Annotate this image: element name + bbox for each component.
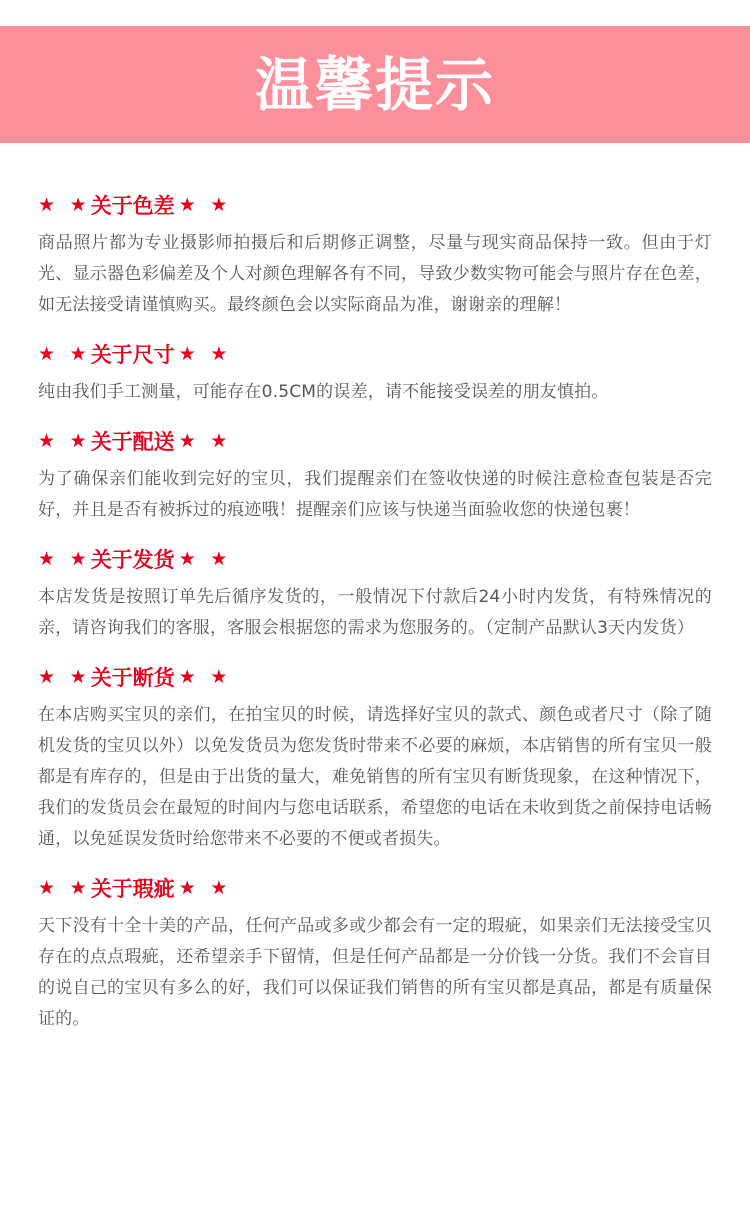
section-heading [38, 660, 712, 694]
section-heading [38, 542, 712, 576]
section-title: 关于色差 [90, 194, 175, 218]
star-icon-left: ★ ★ [38, 666, 91, 688]
star-icon-right: ★ ★ [178, 430, 232, 452]
notice-section-color-difference [38, 188, 712, 321]
notice-section-size [38, 337, 712, 408]
section-body: 商品照片都为专业摄影师拍摄后和后期修正调整，尽量与现实商品保持一致。但由于灯光、显示器色彩偏差及个人对颜色理解各有不同，导致少数实物可能会与照片存在色差，如无法接受请谨慎购买。最终颜色会以实际商品为准，谢谢亲的理解！ [38, 233, 712, 315]
title-banner [0, 26, 750, 143]
star-icon-left: ★ ★ [38, 548, 91, 570]
section-heading [38, 871, 712, 905]
section-heading [38, 188, 712, 222]
notice-section-defects [38, 871, 712, 1035]
star-icon-right: ★ ★ [178, 877, 232, 899]
section-title: 关于断货 [90, 666, 175, 690]
notice-section-out-of-stock [38, 660, 712, 855]
star-icon-right: ★ ★ [178, 666, 232, 688]
section-body: 纯由我们手工测量，可能存在0.5CM的误差，请不能接受误差的朋友慎拍。 [38, 382, 609, 402]
section-title: 关于配送 [90, 430, 175, 454]
star-icon-left: ★ ★ [38, 430, 91, 452]
section-title: 关于瑕疵 [90, 877, 175, 901]
notice-section-delivery [38, 424, 712, 526]
notice-section-shipping [38, 542, 712, 644]
section-body: 天下没有十全十美的产品，任何产品或多或少都会有一定的瑕疵，如果亲们无法接受宝贝存在的点点瑕疵，还希望亲手下留情，但是任何产品都是一分价钱一分货。我们不会盲目的说自己的宝贝有多么的好，我们可以保证我们销售的所有宝贝都是真品，都是有质量保证的。 [38, 916, 712, 1029]
section-body: 在本店购买宝贝的亲们，在拍宝贝的时候，请选择好宝贝的款式、颜色或者尺寸（除了随机发货的宝贝以外）以免发货员为您发货时带来不必要的麻烦，本店销售的所有宝贝一般都是有库存的，但是由于出货的量大，难免销售的所有宝贝有断货现象，在这种情况下，我们的发货员会在最短的时间内与您电话联系，希望您的电话在未收到货之前保持电话畅通，以免延误发货时给您带来不必要的不便或者损失。 [38, 705, 712, 849]
section-body: 本店发货是按照订单先后循序发货的，一般情况下付款后24小时内发货，有特殊情况的亲，请咨询我们的客服，客服会根据您的需求为您服务的。（定制产品默认3天内发货） [38, 587, 712, 638]
star-icon-left: ★ ★ [38, 877, 91, 899]
section-body: 为了确保亲们能收到完好的宝贝，我们提醒亲们在签收快递的时候注意检查包装是否完好，并且是否有被拆过的痕迹哦！提醒亲们应该与快递当面验收您的快递包裹！ [38, 469, 712, 520]
star-icon-right: ★ ★ [178, 548, 232, 570]
star-icon-left: ★ ★ [38, 343, 91, 365]
section-heading [38, 337, 712, 371]
star-icon-left: ★ ★ [38, 194, 91, 216]
star-icon-right: ★ ★ [178, 194, 232, 216]
section-title: 关于发货 [90, 548, 175, 572]
notice-content [38, 188, 712, 1051]
section-heading [38, 424, 712, 458]
star-icon-right: ★ ★ [178, 343, 232, 365]
page-title: 温馨提示 [254, 50, 495, 119]
section-title: 关于尺寸 [90, 343, 175, 367]
